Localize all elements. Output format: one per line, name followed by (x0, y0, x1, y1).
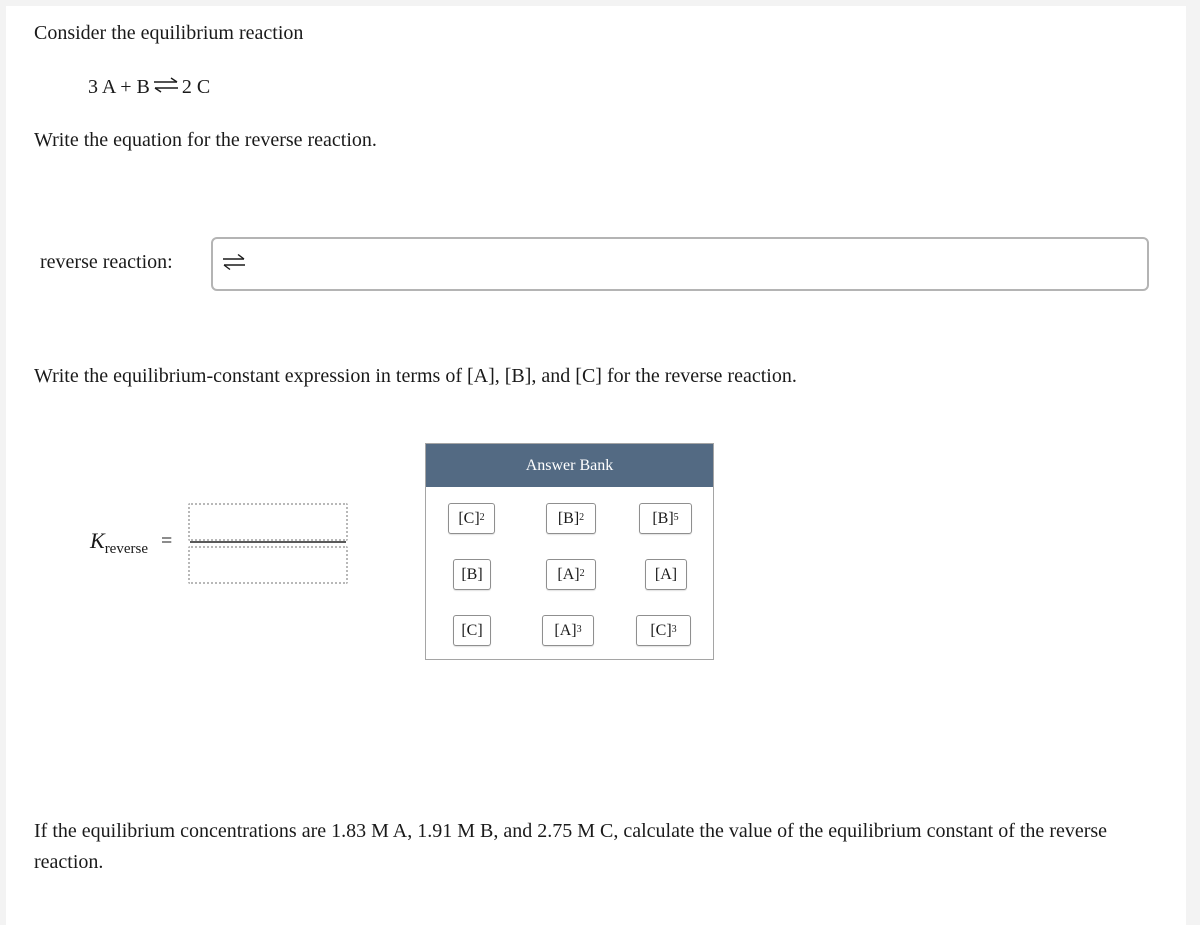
answer-bank-title: Answer Bank (426, 444, 713, 487)
k-subscript: reverse (104, 541, 148, 557)
tile-c[interactable] (453, 615, 491, 646)
equilibrium-arrow-icon[interactable] (221, 253, 247, 276)
reverse-reaction-input[interactable] (211, 237, 1149, 291)
tile-a-squared[interactable] (546, 559, 596, 590)
tile-b-fifth[interactable] (639, 503, 692, 534)
k-reverse-label (90, 528, 148, 557)
tile-base: [B] (652, 509, 674, 527)
tile-base: [B] (461, 565, 483, 583)
tile-a[interactable] (645, 559, 687, 590)
tile-exponent: 2 (579, 512, 585, 523)
tile-exponent: 2 (479, 512, 485, 523)
equals-sign: = (161, 530, 173, 552)
numerator-drop-zone[interactable] (188, 503, 348, 541)
tile-exponent: 5 (673, 512, 679, 523)
tile-b-squared[interactable] (546, 503, 596, 534)
tile-base: [C] (461, 621, 483, 639)
tile-exponent: 3 (576, 624, 582, 635)
equilibrium-reaction (88, 76, 210, 99)
calculation-prompt: If the equilibrium concentrations are 1.83 M A, 1.91 M B, and 2.75 M C, calculate the value of the equilibrium constant of the reverse reaction. (34, 820, 1108, 873)
answer-bank (425, 443, 714, 660)
problem-page (6, 6, 1186, 925)
reaction-products: 2 C (181, 76, 211, 98)
tile-base: [A] (654, 565, 678, 583)
reverse-reaction-prompt: Write the equation for the reverse reaction. (34, 129, 377, 151)
intro-text: Consider the equilibrium reaction (34, 22, 304, 44)
tile-c-cubed[interactable] (636, 615, 691, 646)
tile-base: [C] (458, 509, 480, 527)
equilibrium-arrow-icon (152, 76, 180, 99)
tile-base: [B] (557, 509, 580, 527)
tile-c-squared[interactable] (448, 503, 495, 534)
fraction-bar (190, 541, 346, 543)
reverse-reaction-label: reverse reaction: (40, 251, 173, 273)
denominator-drop-zone[interactable] (188, 546, 348, 584)
tile-exponent: 2 (579, 568, 585, 579)
k-symbol: K (90, 528, 105, 553)
tile-exponent: 3 (671, 624, 677, 635)
tile-base: [A] (554, 621, 577, 639)
reaction-reactants: 3 A + B (88, 76, 150, 98)
tile-b[interactable] (453, 559, 491, 590)
tile-base: [A] (557, 565, 580, 583)
tile-a-cubed[interactable] (542, 615, 594, 646)
tile-base: [C] (650, 621, 672, 639)
k-expression-prompt: Write the equilibrium-constant expression in terms of [A], [B], and [C] for the reverse reaction. (34, 365, 797, 387)
